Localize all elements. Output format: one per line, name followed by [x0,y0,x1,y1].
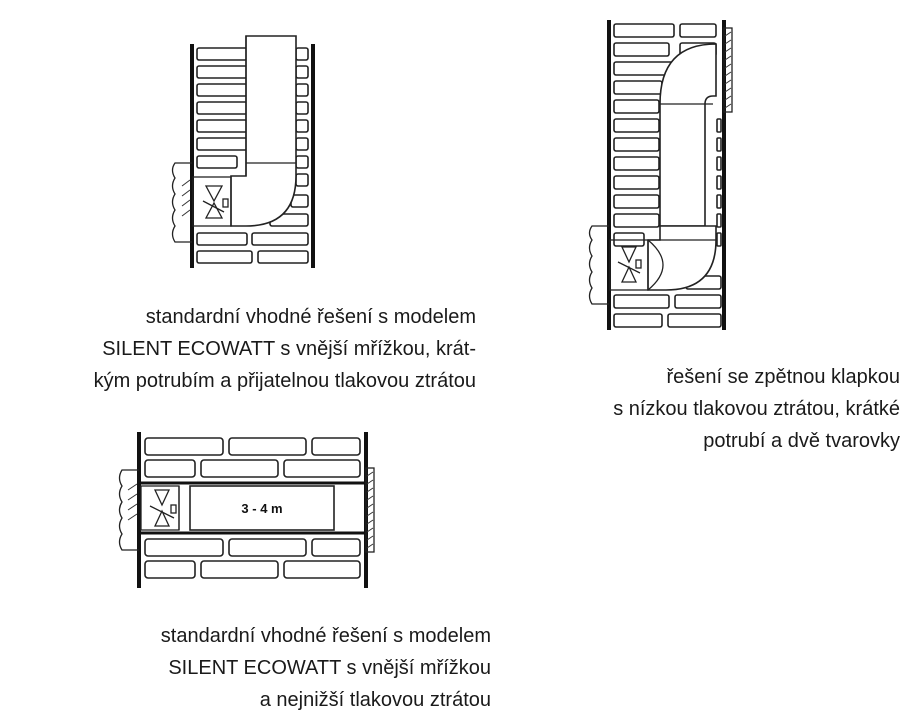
caption-line: kým potrubím a přijatelnou tlakovou ztrátou [93,370,476,392]
diagram-1-vertical-duct [173,36,314,268]
caption-line: SILENT ECOWATT s vnější mřížkou, krát- [102,338,476,360]
caption-line: potrubí a dvě tvarovky [703,430,900,452]
caption-diagram-3 [161,620,491,716]
diagram-3-horizontal-duct [120,432,375,588]
caption-line: s nízkou tlakovou ztrátou, krátké [613,398,900,420]
diagram-1-outer-grille-icon [173,163,193,242]
diagram-2-upper-elbow [660,44,716,226]
diagram-1-fan-icon [193,177,231,226]
caption-line: řešení se zpětnou klapkou [666,366,900,388]
diagram-2-outer-grille-icon [590,226,610,304]
diagram-2-double-elbow [590,20,733,330]
caption-line: standardní vhodné řešení s modelem [160,625,491,647]
caption-line: a nejnižší tlakovou ztrátou [259,689,491,711]
diagram-3-fan-icon [141,486,179,530]
caption-line: standardní vhodné řešení s modelem [145,306,476,328]
caption-diagram-1 [94,301,476,397]
diagram-3-outer-grille-icon [120,470,140,550]
caption-line: SILENT ECOWATT s vnější mřížkou [168,657,491,679]
diagram-2-fan-icon [610,240,648,290]
duct-length-label: 3 - 4 m [241,501,283,516]
caption-diagram-2 [613,361,900,457]
